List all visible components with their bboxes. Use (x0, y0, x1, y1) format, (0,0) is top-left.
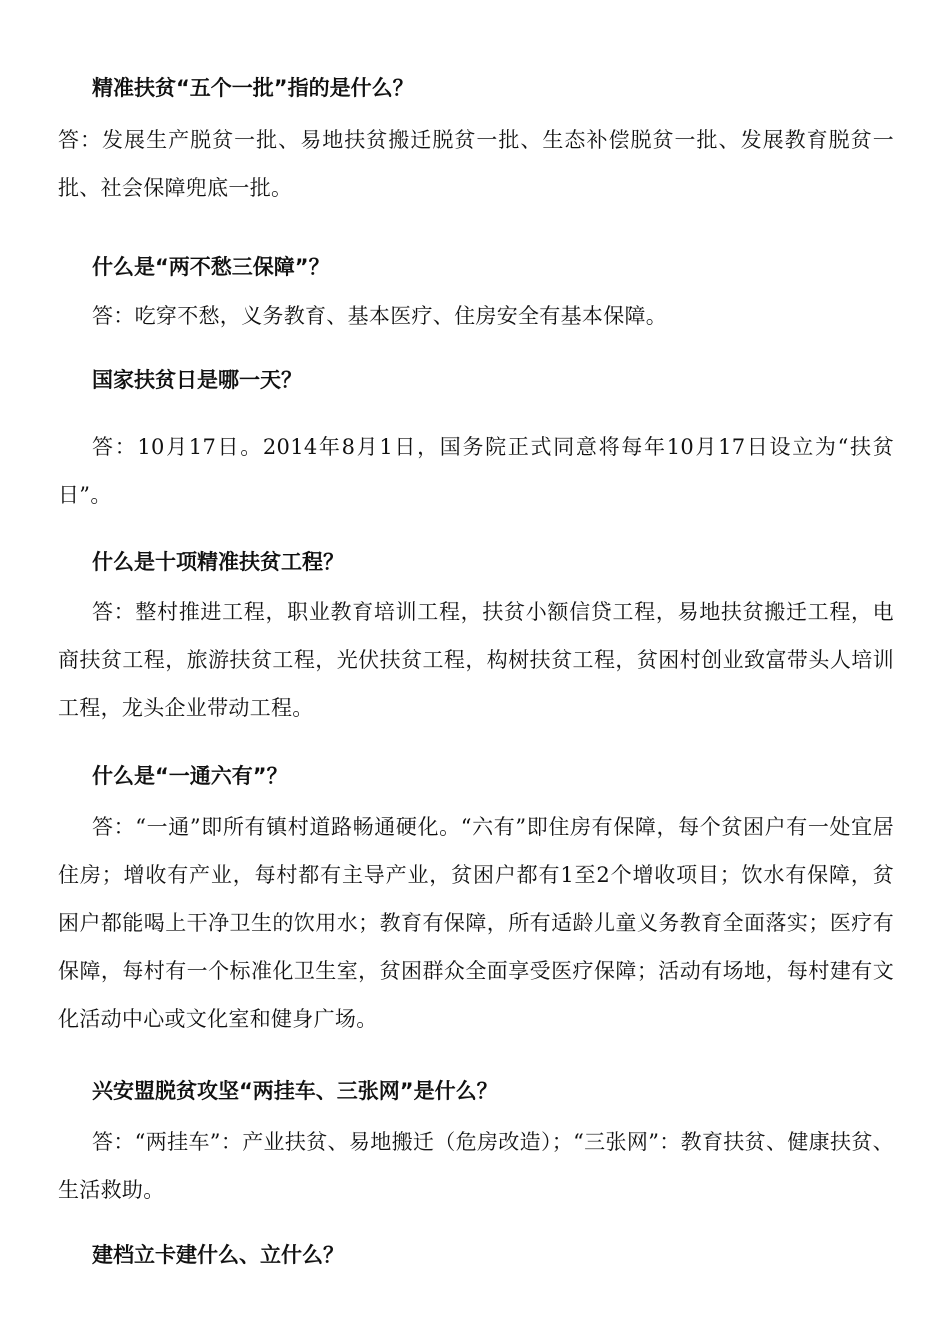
question-heading: 精准扶贫“五个一批”指的是什么？ (92, 76, 414, 100)
answer-text: 答：“两挂车”：产业扶贫、易地搬迁（危房改造）；“三张网”：教育扶贫、健康扶贫、生活救助。 (58, 1130, 894, 1202)
answer-text: 答：吃穿不愁，义务教育、基本医疗、住房安全有基本保障。 (92, 304, 668, 328)
question-heading: 什么是“一通六有”？ (92, 764, 288, 788)
question-heading: 兴安盟脱贫攻坚“两挂车、三张网”是什么？ (92, 1079, 498, 1103)
question-heading: 建档立卡建什么、立什么？ (92, 1243, 344, 1267)
question-heading: 国家扶贫日是哪一天？ (92, 368, 302, 392)
question-heading: 什么是十项精准扶贫工程？ (92, 550, 344, 574)
question-heading: 什么是“两不愁三保障”？ (92, 255, 330, 279)
answer-text: 答：发展生产脱贫一批、易地扶贫搬迁脱贫一批、生态补偿脱贫一批、发展教育脱贫一批、社会保障兜底一批。 (58, 128, 894, 200)
answer-text: 答：10月17日。2014年8月1日，国务院正式同意将每年10月17日设立为“扶贫日”。 (58, 435, 894, 507)
answer-text: 答：“一通”即所有镇村道路畅通硬化。“六有”即住房有保障，每个贫困户有一处宜居住房；增收有产业，每村都有主导产业，贫困户都有1至2个增收项目；饮水有保障，贫困户都能喝上干净卫生的饮用水；教育有保障，所有适龄儿童义务教育全面落实；医疗有保障，每村有一个标准化卫生室，贫困群众全面享受医疗保障；活动有场地，每村建有文化活动中心或文化室和健身广场。 (58, 815, 894, 1031)
answer-text: 答：整村推进工程，职业教育培训工程，扶贫小额信贷工程，易地扶贫搬迁工程，电商扶贫工程，旅游扶贫工程，光伏扶贫工程，构树扶贫工程，贫困村创业致富带头人培训工程，龙头企业带动工程。 (58, 600, 894, 720)
